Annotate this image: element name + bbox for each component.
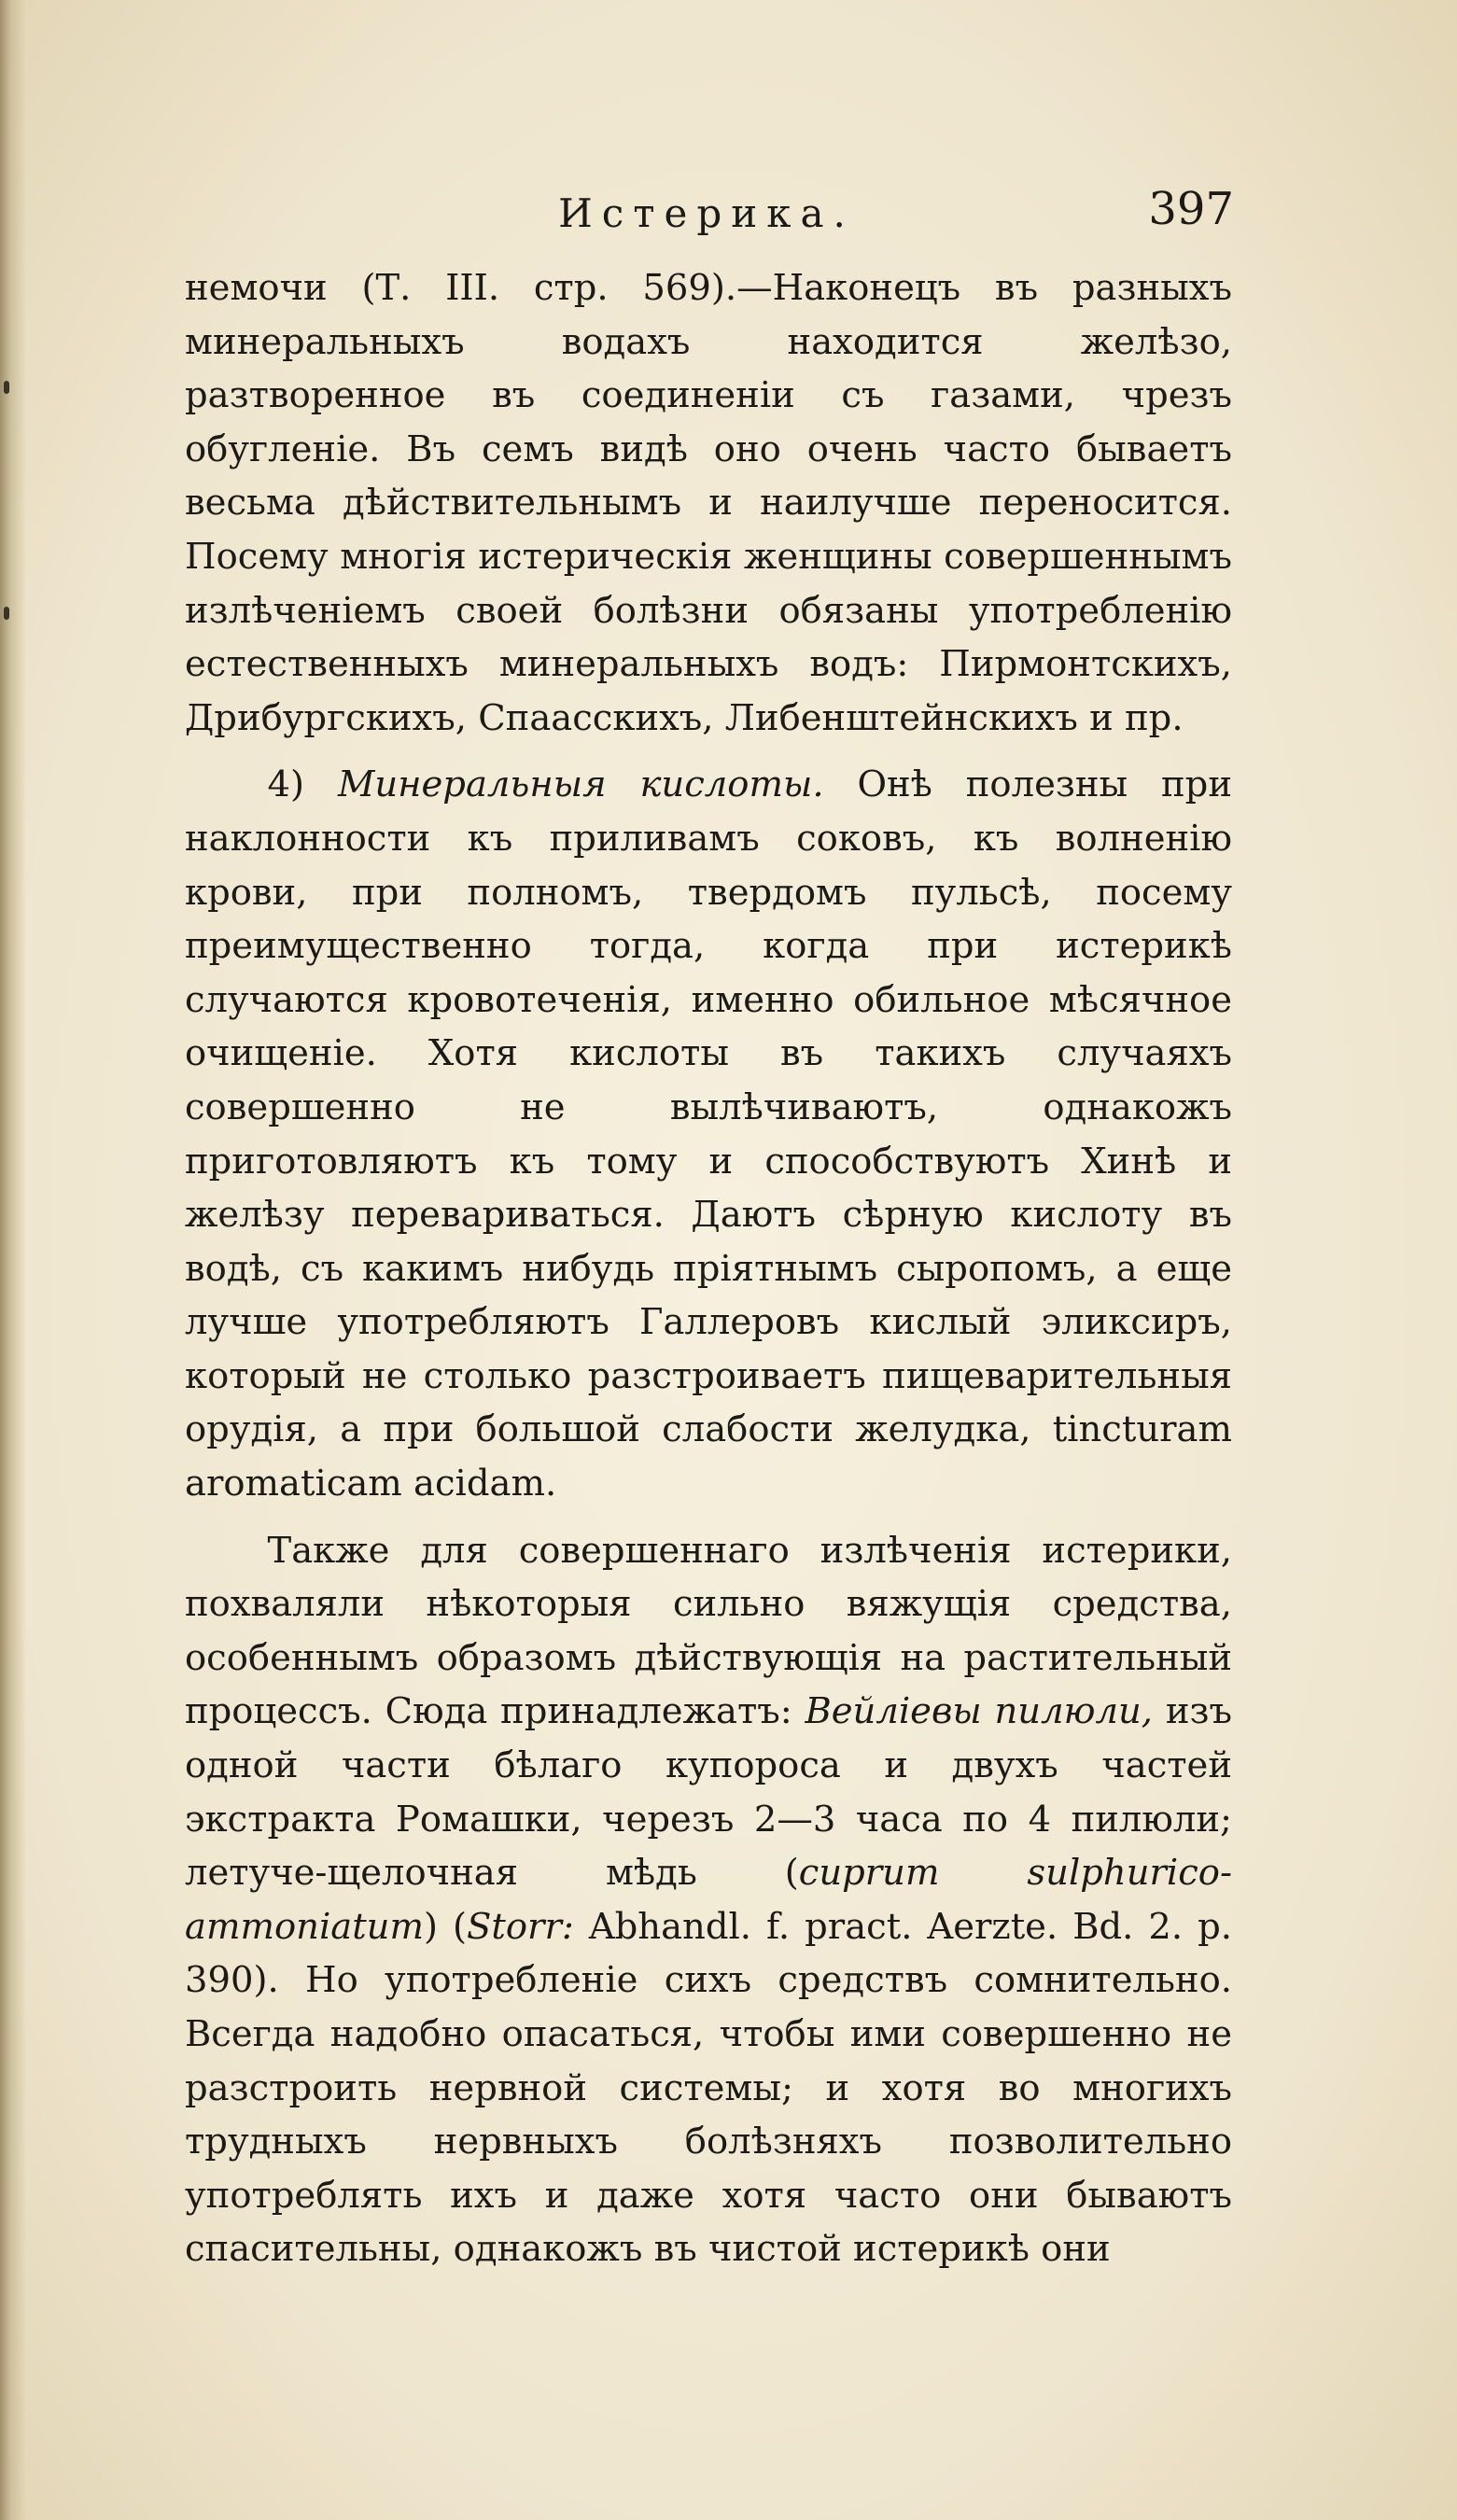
text-segment: Онѣ полезны при наклонности къ приливамъ соковъ, къ волненiю крови, при полномъ, твердомъ пульсѣ, посему преимущественно тогда, когда при истерикѣ случаются кровотеченiя, именно обильное мѣсячное очищенiе. Хотя кислоты въ такихъ случаяхъ совершенно не вылѣчиваютъ, однакожъ приготовляютъ къ тому и способствуютъ Хинѣ и желѣзу перевариваться. Даютъ сѣрную кислоту въ водѣ, съ какимъ нибудь прiятнымъ сыропомъ, а еще лучше употребляютъ Галлеровъ кислый эликсиръ, который не столько разстроиваетъ пищеварительныя орудiя, а при большой слабости желудка, tincturam aromaticam acidam. (185, 763, 1232, 1505)
running-head: Истерика. (558, 190, 855, 236)
italic-citation: Storr: (467, 1905, 574, 1948)
italic-heading: Минеральныя кислоты. (337, 763, 824, 806)
spine-shadow (0, 0, 26, 2520)
paragraph-iron-waters (185, 261, 1232, 745)
text-segment: Также для совершеннаго излѣченiя истерики, похваляли нѣкоторыя сильно вяжущiя средства, особеннымъ образомъ дѣйствующiя на растительный процессъ. Сюда принадлежатъ: (185, 1529, 1232, 1733)
edge-mark (4, 607, 9, 620)
text-segment: 4) (267, 763, 338, 806)
paragraph-astringents (185, 1524, 1232, 2276)
italic-latin-term: cuprum sulphurico-ammoniatum (185, 1852, 1232, 1948)
page-number: 397 (1148, 183, 1234, 235)
paragraph-mineral-acids (185, 758, 1232, 1510)
body-text (185, 261, 1232, 2276)
page-header (179, 183, 1234, 248)
text-segment: Abhandl. f. pract. Aerzte. Bd. 2. p. 390). Но употребленiе сихъ средствъ сомнительно. Всегда надобно опасаться, чтобы ими совершенно не разстроить нервной системы; и хотя во многихъ трудныхъ нервныхъ болѣзняхъ позволительно употреблять ихъ и даже хотя часто они бываютъ спасительны, однакожъ въ чистой истерикѣ они (185, 1905, 1232, 2271)
text-segment: немочи (Т. III. стр. 569).—Наконецъ въ разныхъ минеральныхъ водахъ находится желѣзо, разтворенное въ соединенiи съ газами, чрезъ обугленiе. Въ семъ видѣ оно очень часто бываетъ весьма дѣйствительнымъ и наилучше переносится. Посему многiя истерическiя женщины совершеннымъ излѣченiемъ своей болѣзни обязаны употребленiю естественныхъ минеральныхъ водъ: Пирмонтскихъ, Дрибургскихъ, Спаасскихъ, Либенштейнскихъ и пр. (185, 267, 1232, 739)
italic-term: Вейлiевы пилюли, (805, 1690, 1154, 1733)
text-segment: изъ одной части бѣлаго купороса и двухъ частей экстракта Ромашки, черезъ 2—3 часа по 4 пилюли; летуче-щелочная мѣдь ( (185, 1690, 1232, 1895)
edge-mark (4, 381, 9, 394)
text-segment: ) ( (423, 1905, 468, 1948)
